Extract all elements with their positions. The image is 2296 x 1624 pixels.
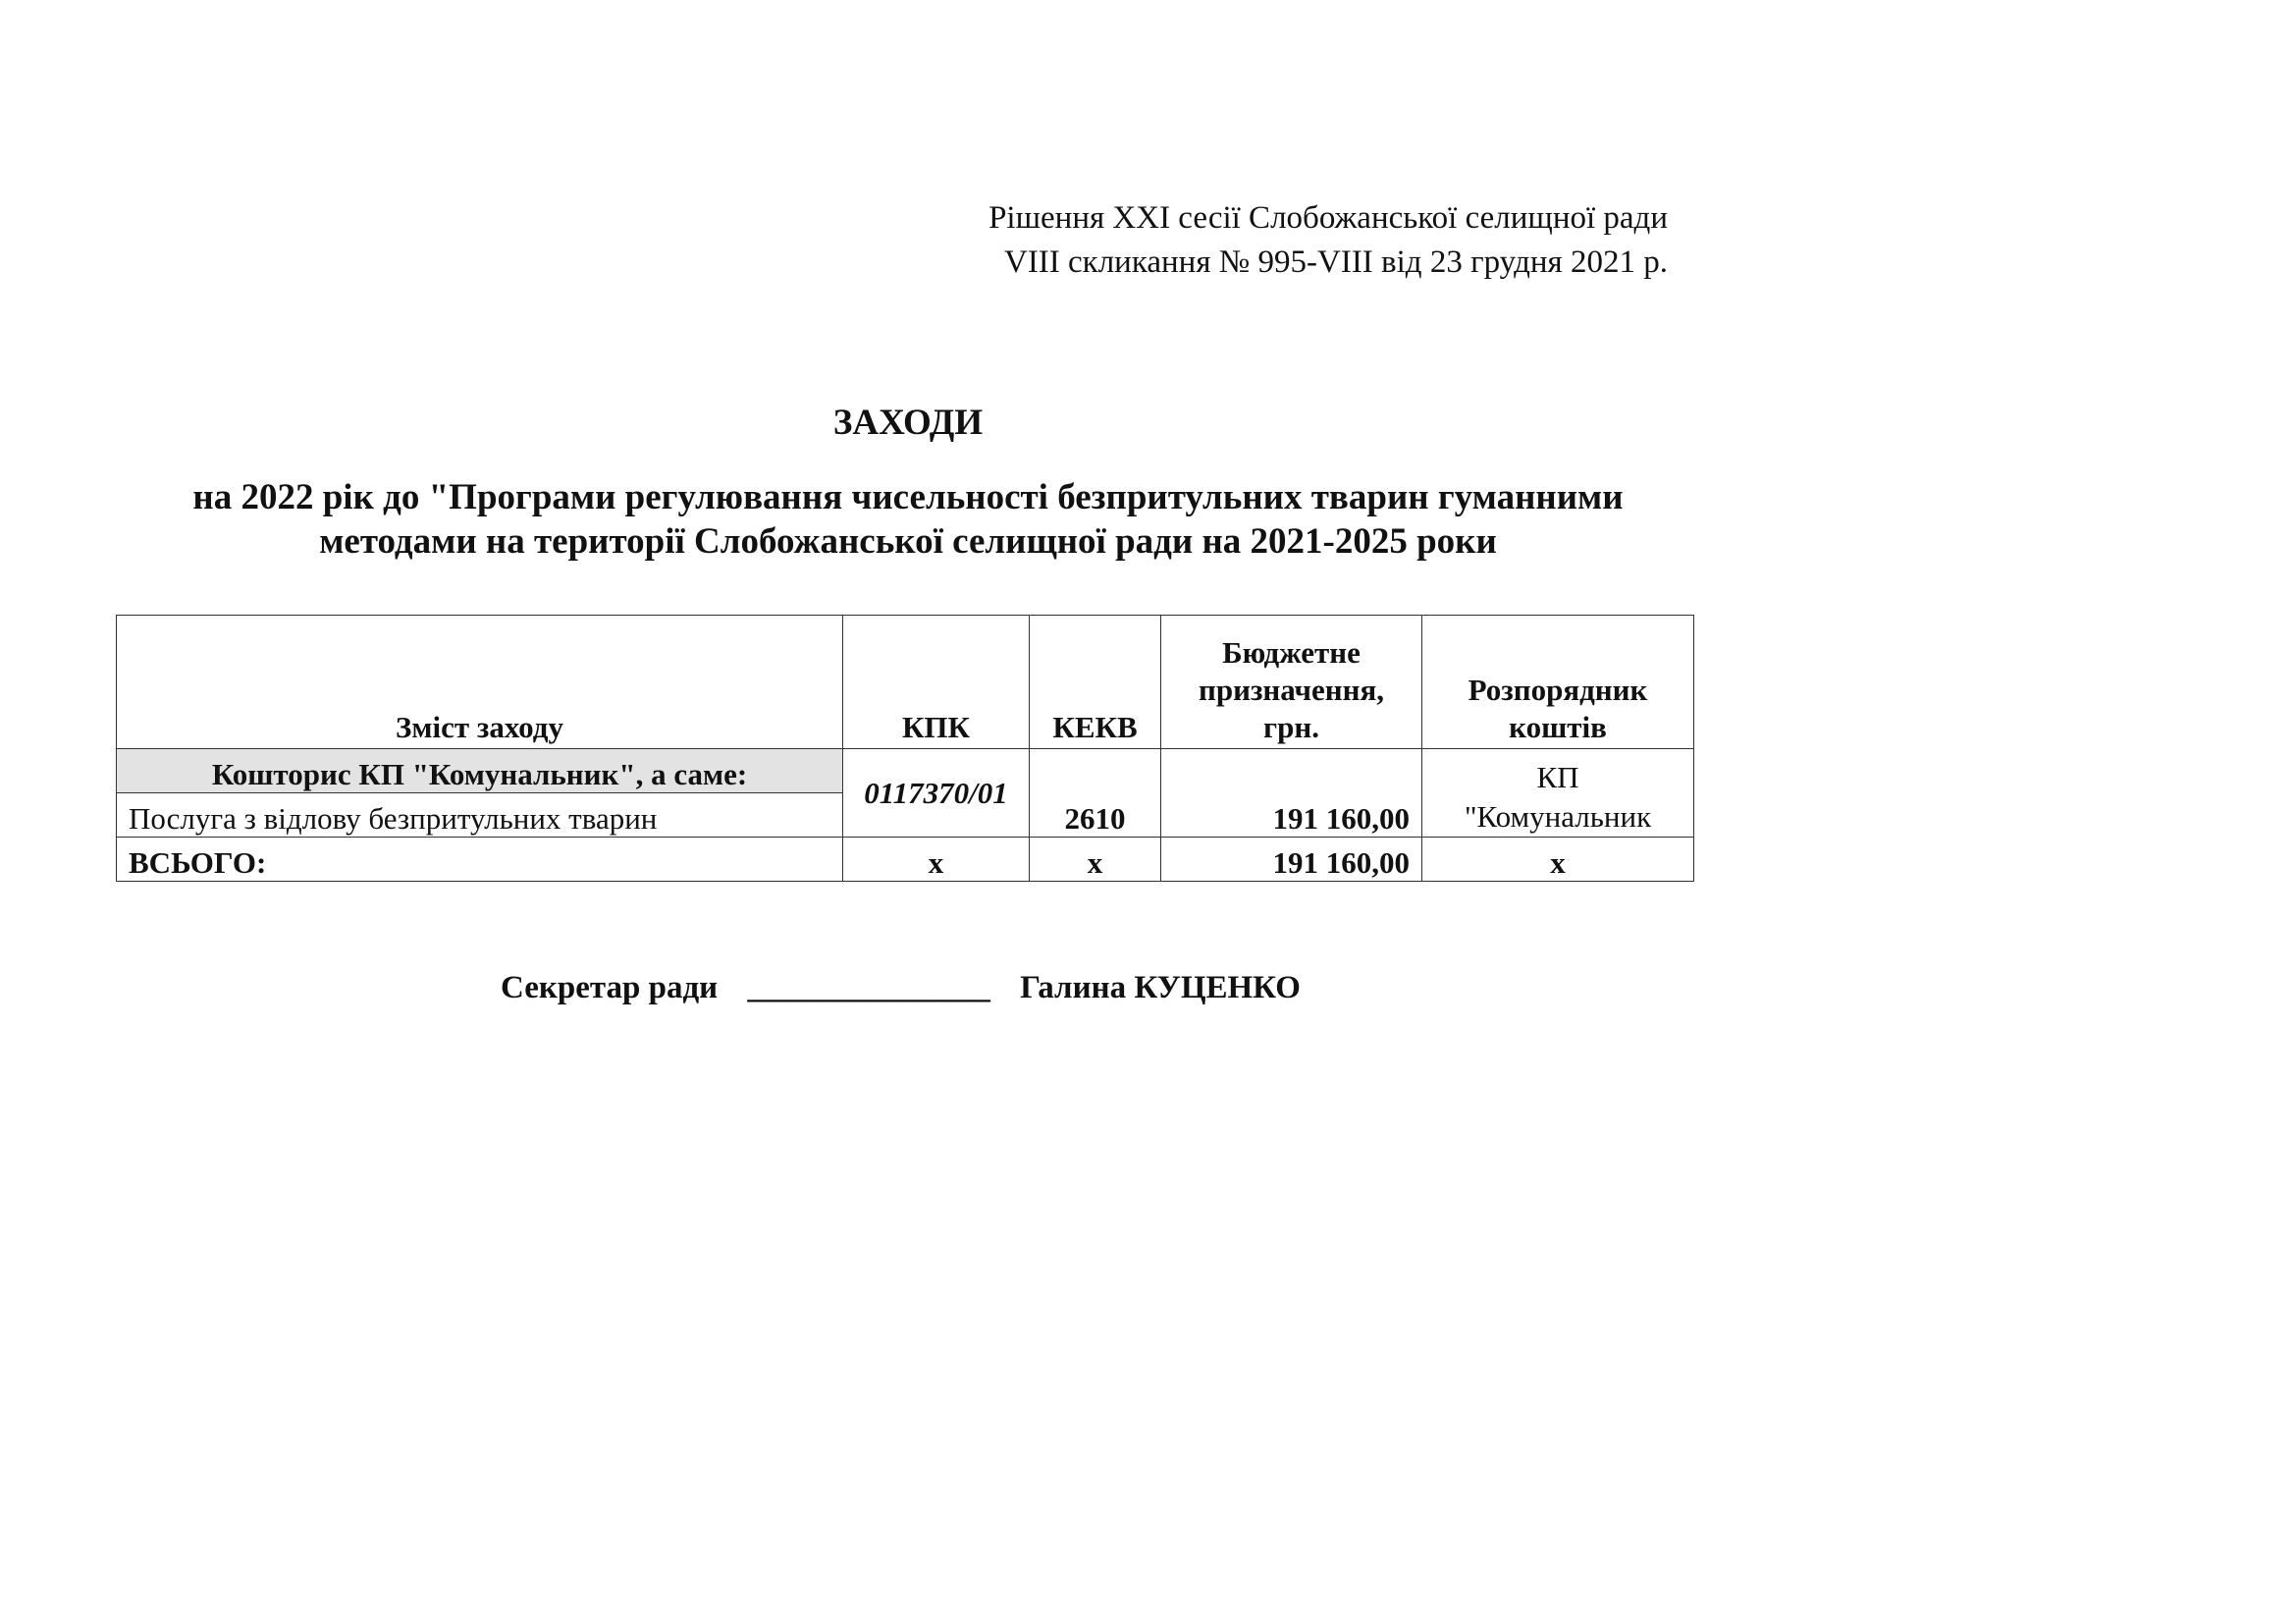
estimate-manager [1422, 749, 1694, 838]
header-manager-line-2: коштів [1509, 710, 1607, 744]
signature-line: _______________ [747, 970, 990, 1005]
total-kekv: x [1030, 838, 1161, 882]
total-manager: x [1422, 838, 1694, 882]
measures-table [116, 615, 1694, 882]
estimate-manager-line-2: "Комунальник [1464, 799, 1652, 834]
table-header-row [117, 616, 1694, 749]
table-row-total [117, 838, 1694, 882]
header-budget-line-1: Бюджетне [1222, 635, 1361, 670]
document-title: ЗАХОДИ [832, 403, 984, 443]
total-label: ВСЬОГО: [117, 838, 843, 882]
total-kpk: x [843, 838, 1030, 882]
signature-role: Секретар ради [501, 970, 719, 1005]
header-budget-line-2: призначення, [1198, 673, 1385, 707]
header-budget [1161, 616, 1422, 749]
document-subtitle-line-1: на 2022 рік до "Програми регулювання чисельності безпритульних тварин гуманними [192, 477, 1624, 517]
header-kpk: КПК [843, 616, 1030, 749]
decision-reference [988, 196, 1668, 285]
service-name: Послуга з відлову безпритульних тварин [117, 793, 843, 838]
document-subtitle [118, 475, 1698, 564]
header-manager-line-1: Розпорядник [1468, 673, 1648, 707]
estimate-manager-line-1: КП [1536, 760, 1579, 794]
header-budget-line-3: грн. [1263, 710, 1319, 744]
signature-block [501, 970, 1301, 1006]
decision-reference-line-2: VIII скликання № 995-VIII від 23 грудня 2021 р. [1003, 244, 1668, 280]
signature-name: Галина КУЦЕНКО [1020, 970, 1301, 1005]
header-manager [1422, 616, 1694, 749]
total-amount: 191 160,00 [1161, 838, 1422, 882]
document-subtitle-line-2: методами на території Слобожанської селищної ради на 2021-2025 роки [319, 521, 1497, 562]
decision-reference-line-1: Рішення XXI сесії Слобожанської селищної ради [988, 200, 1668, 236]
service-kekv: 2610 [1030, 749, 1161, 838]
estimate-name: Кошторис КП "Комунальник", а саме: [117, 749, 843, 793]
header-content: Зміст заходу [117, 616, 843, 749]
service-amount: 191 160,00 [1161, 749, 1422, 838]
estimate-kpk: 0117370/01 [843, 749, 1030, 838]
table-row-estimate [117, 749, 1694, 793]
header-kekv: КЕКВ [1030, 616, 1161, 749]
